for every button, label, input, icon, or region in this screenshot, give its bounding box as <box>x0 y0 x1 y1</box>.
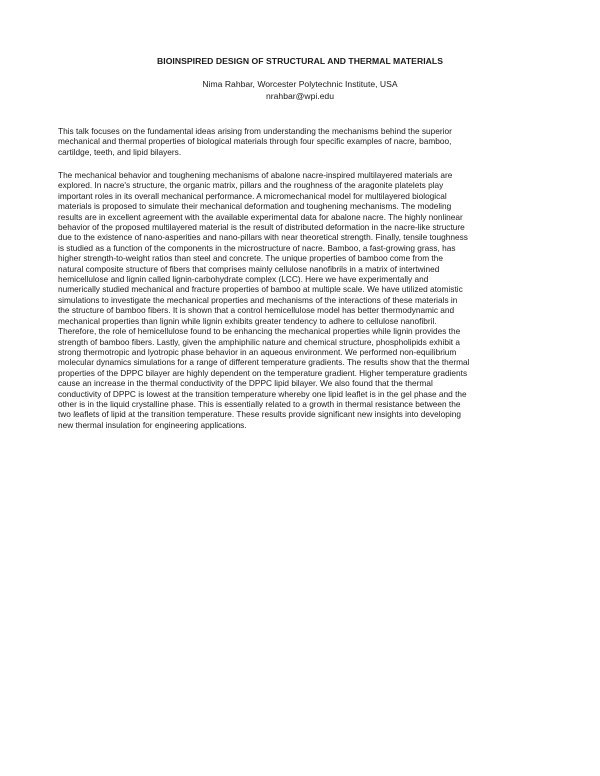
body-line: explored. In nacre's structure, the organic matrix, pillars and the roughness of the aragonite platelets play <box>58 180 444 191</box>
body-line: important roles in its overall mechanical performance. A micromechanical model for multilayered biological <box>58 190 447 201</box>
author-email: nrahbar@wpi.edu <box>266 91 334 101</box>
body-line: hemicellulose and lignin called lignin-carbohydrate complex (LCC). Here we have experimentally and <box>58 274 429 285</box>
body-line: new thermal insulation for engineering applications. <box>58 419 247 430</box>
body-line: materials is proposed to simulate their mechanical deformation and toughening mechanisms. The modeling <box>58 201 452 212</box>
body-line: strength of bamboo fibers. Lastly, given the amphiphilic nature and chemical structure, phospholipids exhibit a <box>58 336 461 347</box>
body-line: numerically studied mechanical and fracture properties of bamboo at multiple scale. We have utilized atomistic <box>58 284 463 295</box>
body-line: Therefore, the role of hemicellulose found to be enhancing the mechanical properties while lignin provides the <box>58 326 461 337</box>
body-line: mechanical properties than lignin while lignin exhibits greater tendency to adhere to cellulose nanofibril. <box>58 315 437 326</box>
body-line: conductivity of DPPC is lowest at the transition temperature whereby one lipid leaflet is in the gel phase and the <box>58 388 467 399</box>
body-line: cause an increase in the thermal conductivity of the DPPC lipid bilayer. We also found that the thermal <box>58 378 433 389</box>
body-line: molecular dynamics simulations for a range of different temperature gradients. The results show that the thermal <box>58 357 470 368</box>
body-line: due to the existence of nano-asperities and nano-pillars with near theoretical strength. Finally, tensile toughness <box>58 232 468 243</box>
intro-line: mechanical and thermal properties of biological materials through four specific examples of nacre, bamboo, <box>58 136 452 147</box>
body-line: the structure of bamboo fibers. It is shown that a control hemicellulose model has better thermodynamic and <box>58 305 455 316</box>
document-title: BIOINSPIRED DESIGN OF STRUCTURAL AND THERMAL MATERIALS <box>157 56 443 66</box>
body-line: results are in excellent agreement with the available experimental data for abalone nacre. The highly nonlinear <box>58 211 463 222</box>
body-line: The mechanical behavior and toughening mechanisms of abalone nacre-inspired multilayered materials are <box>58 170 453 180</box>
abstract-paragraph <box>58 170 543 430</box>
body-line: strong thermotropic and lyotropic phase behavior in an aqueous environment. We performed non-equilibrium <box>58 346 457 357</box>
intro-paragraph <box>58 126 543 157</box>
body-line: simulations to investigate the mechanical properties and mechanisms of the interactions of these materials in <box>58 294 458 305</box>
author-line: Nima Rahbar, Worcester Polytechnic Institute, USA <box>202 79 398 89</box>
body-line: properties of the DPPC bilayer are highly dependent on the temperature gradient. Higher temperature gradients <box>58 367 468 378</box>
intro-line: This talk focuses on the fundamental ideas arising from understanding the mechanisms behind the superior <box>58 126 452 136</box>
body-line: natural composite structure of fibers that comprises mainly cellulose nanofibrils in a matrix of intertwined <box>58 263 440 274</box>
body-line: behavior of the proposed multilayered material is the result of distributed deformation in the nacre-like structure <box>58 222 465 233</box>
body-line: higher strength-to-weight ratios than steel and concrete. The unique properties of bamboo come from the <box>58 253 443 264</box>
intro-line: cartildge, teeth, and lipid bilayers. <box>58 146 182 157</box>
body-line: two leaflets of lipid at the transition temperature. These results provide significant new insights into developing <box>58 409 461 420</box>
body-line: is studied as a function of the components in the microstructure of nacre. Bamboo, a fast-growing grass, has <box>58 242 456 253</box>
body-line: other is in the liquid crystalline phase. This is essentially related to a growth in thermal resistance between the <box>58 398 461 409</box>
